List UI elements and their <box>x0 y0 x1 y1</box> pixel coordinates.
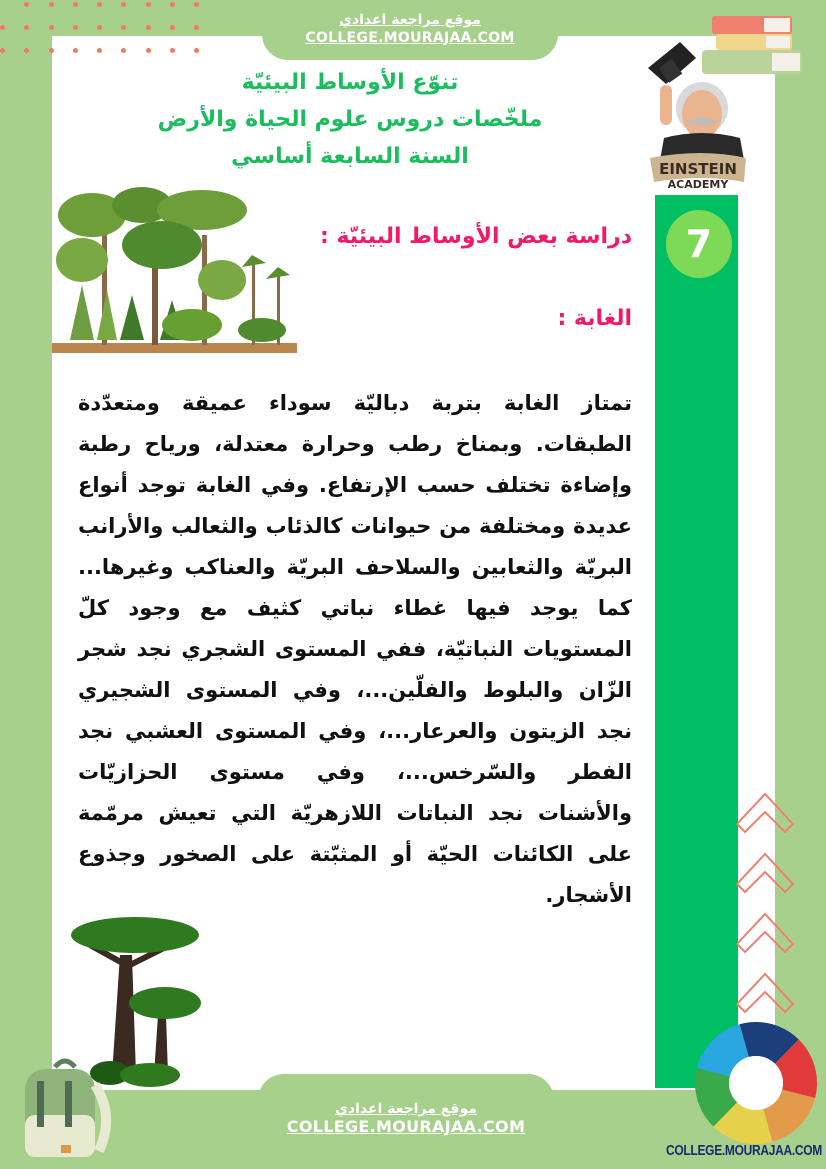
body-paragraph: تمتاز الغابة بتربة دباليّة سوداء عميقة ومتعدّدة الطبقات. وبمناخ رطب وحرارة معتدلة، ورياح رطبة وإضاءة تختلف حسب الإرتفاع. وفي الغابة توجد أنواع عديدة ومختلفة من حيوانات كالذئاب والثعالب والأرانب البريّة والثعابين والسلاحف البريّة والعناكب وغيرها... كما يوجد فيها غطاء نباتي كثيف مع وجود كلّ المستويات النباتيّة، ففي المستوى الشجري نجد شجر الزّان والبلوط والفلّين...، وفي المستوى الشجيري نجد الزيتون والعرعار...، وفي المستوى العشبي نجد الفطر والسّرخس...، وفي مستوى الحزازيّات والأشنات نجد النباتات اللازهريّة التي تعيش مرمّمة على الكائنات الحيّة أو المثبّتة على الصخور وجذوع الأشجار. <box>78 391 632 907</box>
frame-left <box>0 0 52 1169</box>
header-site-url: COLLEGE.MOURAJAA.COM <box>305 30 515 46</box>
forest-illustration <box>52 185 297 353</box>
graduation-cap-icon <box>648 42 696 84</box>
svg-text:EINSTEIN: EINSTEIN <box>659 160 737 178</box>
footer-site-name: موقع مراجعة اعدادي <box>335 1101 477 1117</box>
page-number-badge: 7 <box>666 210 732 278</box>
books-icon <box>702 16 802 74</box>
section-heading: دراسة بعض الأوساط البيئيّة : <box>319 224 632 249</box>
college-mourajaa-logo <box>695 1022 817 1144</box>
decorative-dots <box>0 0 200 52</box>
einstein-academy-logo <box>640 10 810 190</box>
footer-site-url: COLLEGE.MOURAJAA.COM <box>286 1117 526 1136</box>
footer-site-link[interactable] <box>258 1100 554 1136</box>
page-titles <box>130 64 570 175</box>
backpack-icon <box>15 1055 115 1165</box>
chevron-decoration <box>735 790 795 1020</box>
title-topic: تنوّع الأوساط البيئيّة <box>241 70 459 95</box>
title-grade: السنة السابعة أساسي <box>231 144 469 169</box>
subsection-heading: الغابة : <box>557 306 632 331</box>
svg-text:ACADEMY: ACADEMY <box>667 178 729 190</box>
header-site-link[interactable] <box>262 11 558 47</box>
title-subject: ملخّصات دروس علوم الحياة والأرض <box>157 107 543 132</box>
footer-brand-text: COLLEGE.MOURAJAA.COM <box>666 1141 823 1159</box>
side-column <box>655 195 738 1088</box>
header-site-name: موقع مراجعة اعدادي <box>339 12 481 28</box>
